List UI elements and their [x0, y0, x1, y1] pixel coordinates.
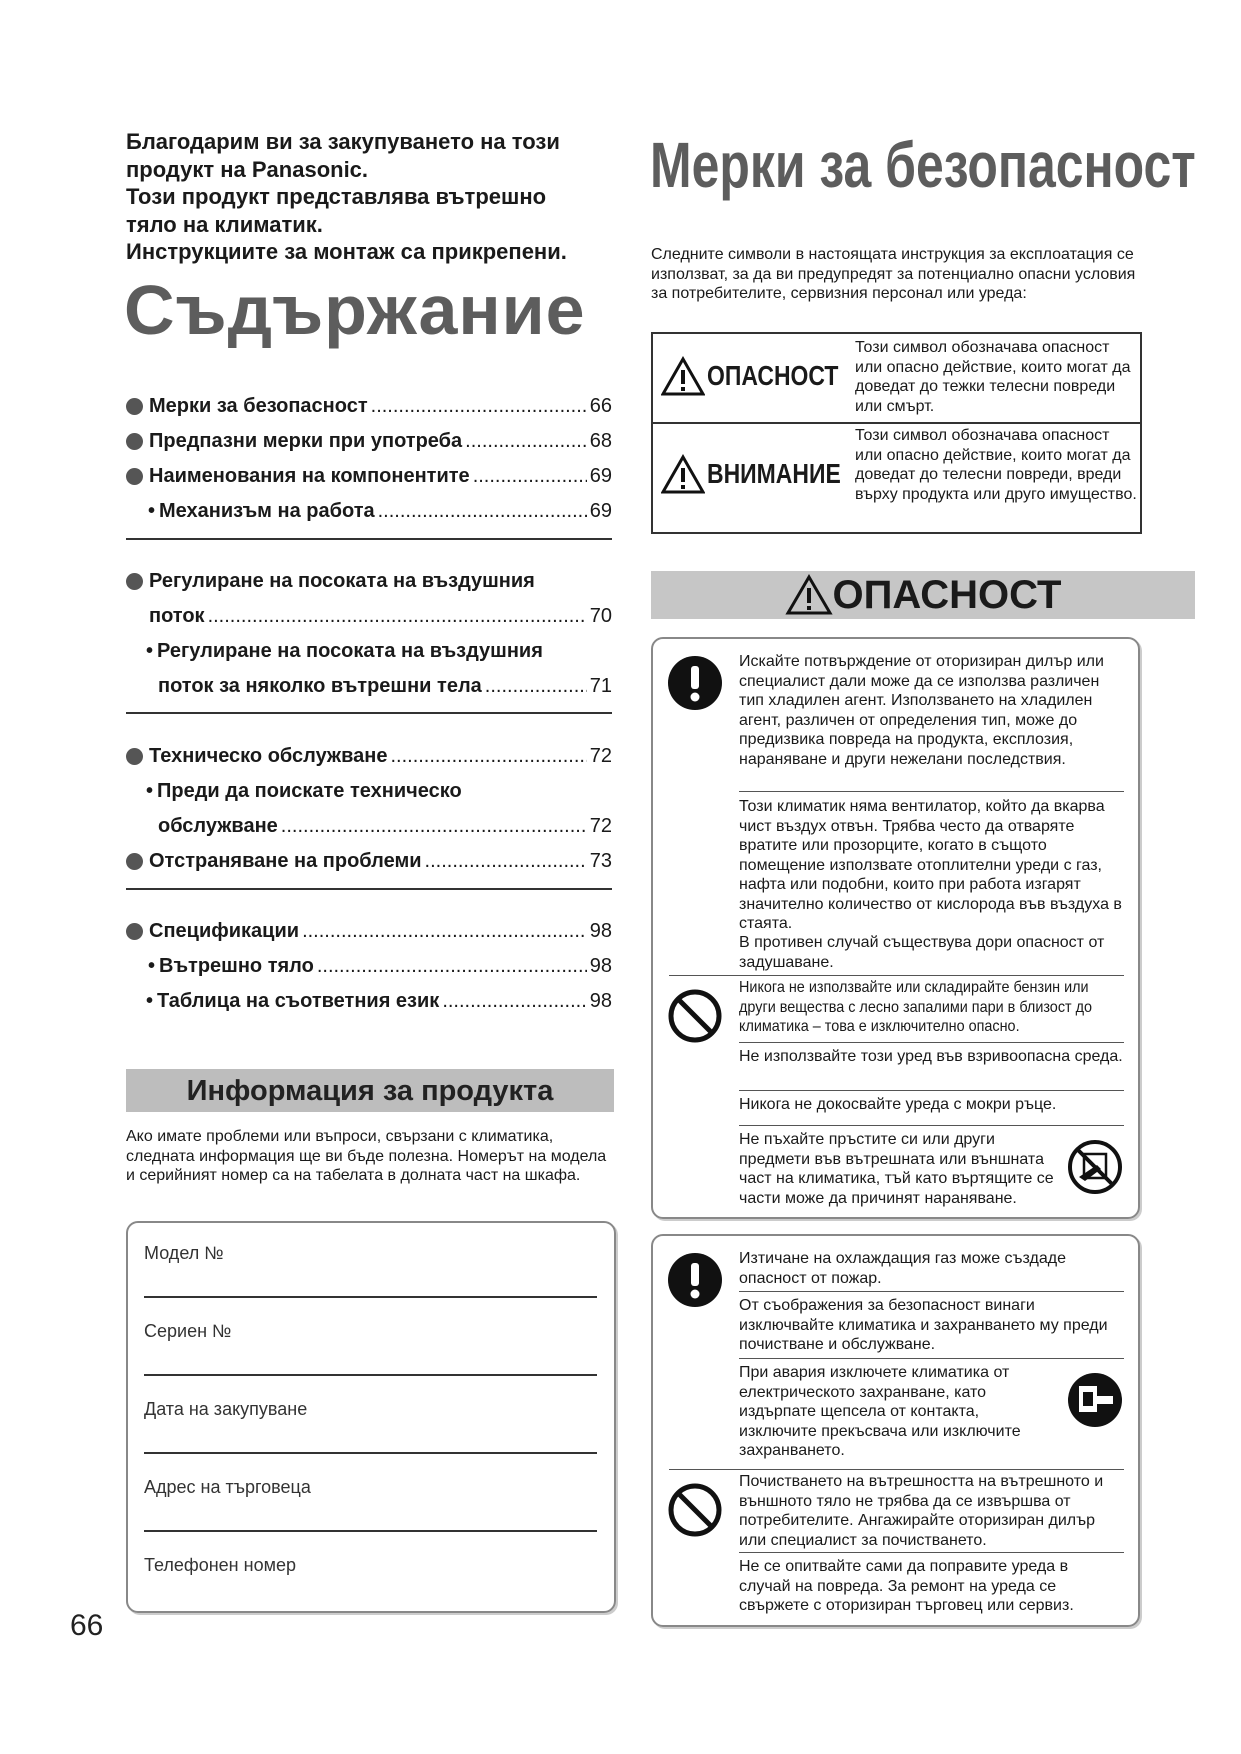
toc-title: Съдържание	[124, 271, 586, 349]
leader-dots	[281, 815, 587, 838]
purchase-date-line[interactable]	[144, 1452, 597, 1454]
toc-item-cont[interactable]	[126, 594, 612, 628]
toc-label: поток за няколко вътрешни тела	[158, 675, 482, 697]
danger-label: ОПАСНОСТ	[661, 356, 867, 396]
panel1-prohibit-text-1: Никога не използвайте или складирайте бензин или други вещества с лесно запалими пари в близост до климатика – това е изключително опасно.	[739, 979, 1093, 1035]
intro-line: продукт на Panasonic.	[126, 156, 369, 182]
panel1-must-text-1: Искайте потвърждение от оторизиран дилър или специалист дали може да се използва различен тип хладилен агент. Използването на хладилен агент, различен от определения тип, може до предизвика повреда на продукта, експлозия, нараняване и други нежелани последствия.	[739, 653, 1104, 768]
toc-item[interactable]	[126, 559, 612, 593]
toc-label: Наименования на компонентите	[149, 465, 470, 487]
intro-line: тяло на климатик.	[126, 211, 323, 237]
unplug-icon	[1067, 1372, 1123, 1428]
danger-desc: Този символ обозначава опасност или опасно действие, които могат да доведат до тежки телесни повреди или смърт.	[855, 339, 1131, 415]
toc-label: Механизъм на работа	[159, 500, 375, 522]
intro-text	[126, 128, 626, 266]
toc-page: 69	[589, 500, 612, 522]
serial-field-line[interactable]	[144, 1374, 597, 1376]
divider	[739, 1358, 1124, 1359]
dealer-address-label: Адрес на търговеца	[144, 1477, 311, 1497]
product-info-text: Ако имате проблеми или въпроси, свързани с климатика, следната информация ще ви бъде полезна. Номерът на модела и серийният номер са на табелата в долната част на шкафа.	[126, 1128, 607, 1184]
toc-subitem[interactable]	[126, 489, 612, 523]
model-field-label: Модел №	[144, 1243, 224, 1263]
toc-item[interactable]	[126, 454, 612, 488]
safety-title: Мерки за безопасност	[650, 129, 1196, 201]
toc-subitem[interactable]	[126, 629, 612, 663]
danger-panel-1	[651, 637, 1140, 1219]
toc-page: 98	[589, 955, 612, 977]
toc-subitem-cont[interactable]	[126, 804, 612, 838]
leader-dots	[378, 500, 587, 523]
warning-triangle-icon	[661, 454, 705, 494]
toc-page: 70	[589, 605, 612, 627]
toc-subitem[interactable]	[126, 944, 612, 978]
leader-dots	[485, 675, 587, 698]
toc-page: 66	[589, 395, 612, 417]
bullet-icon	[126, 923, 143, 940]
divider	[739, 1090, 1124, 1091]
prohibited-icon	[667, 1482, 723, 1538]
intro-line: Този продукт представлява вътрешно	[126, 184, 547, 209]
symbol-table	[651, 332, 1142, 534]
toc-label: Отстраняване на проблеми	[149, 850, 422, 872]
leader-dots	[465, 430, 587, 453]
leader-dots	[473, 465, 587, 488]
toc-label: Регулиране на посоката на въздушния	[157, 640, 543, 662]
danger-heading: ОПАСНОСТ	[651, 571, 1195, 619]
divider	[739, 1042, 1124, 1043]
toc-label: Техническо обслужване	[149, 745, 388, 767]
danger-panel-2	[651, 1234, 1140, 1627]
panel2-prohibit-text-2: Не се опитвайте сами да поправите уреда в случай на повреда. За ремонт на уреда се свържете с оторизиран търговец или сервиз.	[739, 1558, 1074, 1614]
intro-line: Инструкциите за монтаж са прикрепени.	[126, 239, 567, 264]
symbol-row-caution	[653, 424, 1140, 532]
toc-item[interactable]	[126, 419, 612, 453]
model-field-line[interactable]	[144, 1296, 597, 1298]
toc-label: поток	[149, 605, 205, 627]
product-info-form	[126, 1221, 616, 1613]
bullet-icon	[126, 748, 143, 765]
toc-page: 69	[589, 465, 612, 487]
panel2-prohibit-text-1: Почистването на вътрешността на вътрешното и външното тяло не трябва да се извършва от потребителите. Ангажирайте оторизиран дилър или специалист за почистването.	[739, 1473, 1104, 1549]
bullet-icon	[126, 433, 143, 450]
toc-label: Вътрешно тяло	[159, 955, 314, 977]
toc-page: 72	[589, 815, 612, 837]
toc-page: 68	[589, 430, 612, 452]
bullet-icon	[126, 468, 143, 485]
bullet-icon	[126, 853, 143, 870]
purchase-date-label: Дата на закупуване	[144, 1399, 308, 1419]
toc-label: Регулиране на посоката на въздушния	[149, 570, 535, 592]
panel2-must-text-3: При авария изключете климатика от електрическото захранване, като издърпате щепсела от контакта, изключите прекъсвача или изключите захранването.	[739, 1364, 1021, 1459]
toc-item[interactable]	[126, 384, 612, 418]
leader-dots	[425, 850, 587, 873]
divider	[739, 1552, 1124, 1553]
divider	[126, 712, 612, 714]
mandatory-exclamation-icon	[667, 655, 723, 711]
leader-dots	[371, 395, 587, 418]
safety-intro: Следните символи в настоящата инструкция за експлоатация се използват, за да ви предупредят за потенциално опасни условия за потребителите, сервизния персонал или уреда:	[651, 246, 1136, 302]
bullet-icon	[126, 398, 143, 415]
sub-bullet-icon: •	[146, 780, 154, 802]
divider	[669, 975, 1124, 976]
panel1-prohibit-text-2: Не използвайте този уред във взривоопасна среда.	[739, 1048, 1123, 1065]
warning-triangle-icon	[785, 574, 833, 616]
panel1-must-text-2: Този климатик няма вентилатор, който да вкарва чист въздух отвън. Трябва често да отваряте вратите или прозорците, когато в същото помещение използвате отоплителни уреди с газ, нафта или подобни, които при работа изгарят значително количество от кислорода във въздуха в стаята.	[739, 798, 1122, 932]
leader-dots	[302, 920, 587, 943]
toc-page: 98	[589, 920, 612, 942]
panel1-prohibit-text-4: Не пъхайте пръстите си или други предмети във вътрешната или външната част на климатика, тъй като въртящите се части може да причинят нараняване.	[739, 1131, 1054, 1207]
toc-label: Мерки за безопасност	[149, 395, 368, 417]
leader-dots	[208, 605, 587, 628]
prohibited-icon	[667, 988, 723, 1044]
intro-line: Благодарим ви за закупуването на този	[126, 129, 560, 154]
toc-page: 71	[589, 675, 612, 697]
panel1-must-text-3: В противен случай съществува дори опасност от задушаване.	[739, 934, 1105, 971]
toc-subitem[interactable]	[126, 979, 612, 1013]
sub-bullet-icon: •	[148, 500, 156, 522]
toc-label: Спецификации	[149, 920, 300, 942]
toc-label: Таблица на съответния език	[157, 990, 440, 1012]
caution-label: ВНИМАНИЕ	[661, 454, 870, 494]
toc-label: Предпазни мерки при употреба	[149, 430, 463, 452]
divider	[669, 1469, 1124, 1470]
divider	[739, 791, 1124, 792]
divider	[126, 888, 612, 890]
toc-page: 73	[589, 850, 612, 872]
leader-dots	[390, 745, 586, 768]
sub-bullet-icon: •	[146, 640, 154, 662]
bullet-icon	[126, 573, 143, 590]
leader-dots	[317, 955, 587, 978]
phone-label: Телефонен номер	[144, 1555, 296, 1575]
sub-bullet-icon: •	[148, 955, 156, 977]
caution-desc: Този символ обозначава опасност или опасно действие, които могат да доведат до телесни повреди, вреди върху продукта или друго имущество.	[855, 427, 1137, 503]
toc-subitem[interactable]	[126, 769, 612, 803]
sub-bullet-icon: •	[146, 990, 154, 1012]
toc-page: 98	[589, 990, 612, 1012]
mandatory-exclamation-icon	[667, 1252, 723, 1308]
divider	[739, 1125, 1124, 1126]
no-fingers-icon	[1067, 1139, 1123, 1195]
panel1-prohibit-text-3: Никога не докосвайте уреда с мокри ръце.	[739, 1096, 1057, 1113]
toc-label: Преди да поискате техническо	[157, 780, 462, 802]
panel2-must-text-2: От съображения за безопасност винаги изключвайте климатика и захранването му преди почистване и обслужване.	[739, 1297, 1108, 1353]
warning-triangle-icon	[661, 356, 705, 396]
dealer-address-line[interactable]	[144, 1530, 597, 1532]
toc-label: обслужване	[158, 815, 278, 837]
serial-field-label: Сериен №	[144, 1321, 232, 1341]
toc-item[interactable]	[126, 909, 612, 943]
toc-subitem-cont[interactable]	[126, 664, 612, 698]
toc-item[interactable]	[126, 734, 612, 768]
panel2-must-text-1: Изтичане на охлаждащия газ може създаде опасност от пожар.	[739, 1250, 1066, 1287]
divider	[126, 538, 612, 540]
leader-dots	[442, 990, 586, 1013]
page-number: 66	[70, 1609, 104, 1642]
toc-page: 72	[589, 745, 612, 767]
symbol-row-danger	[653, 334, 1140, 422]
toc-item[interactable]	[126, 839, 612, 873]
divider	[739, 1291, 1124, 1292]
product-info-heading: Информация за продукта	[126, 1069, 614, 1112]
